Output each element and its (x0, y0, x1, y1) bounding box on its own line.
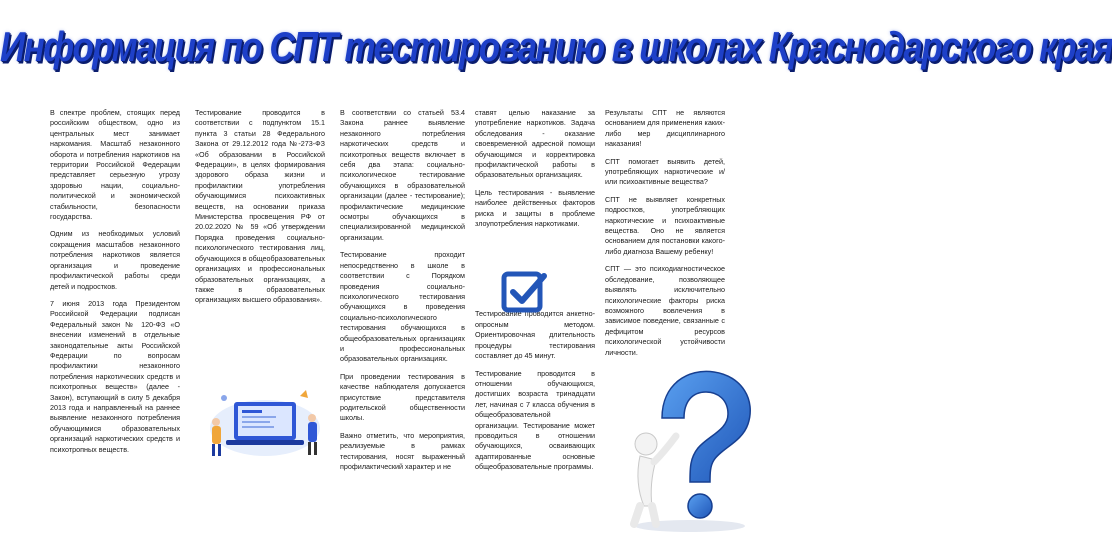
question-mark-figure (610, 356, 760, 534)
paragraph: Важно отметить, что мероприятия, реализуемые в рамках тестирования, носят выраженный профилактический характер и не (340, 430, 465, 471)
paragraph: Тестирование проводится анкетно-опросным методом. Ориентировочная длительность процедуры тестирования составляет до 45 минут. (475, 309, 595, 361)
paragraph: Тестирование проводится в соответствии с подпунктом 15.1 пункта 3 статьи 28 Федерального Закона от 29.12.2012 года №-273-ФЗ «Об образовании в Российской Федерации», в целях формирования здорового образа жизни и профилактики употребления обучающимися психоактивных веществ, на основании приказа Министерства просвещения РФ от 20.02.2020 № 59 «Об утверждении Порядка проведения социально-психологического тестирования лиц, обучающихся в общеобразовательных организациях и профессиональных образовательных организациях, а также в образовательных организациях высшего образования». (195, 108, 325, 305)
paragraph: ставят целью наказание за употребление наркотиков. Задача обследования - оказание своевременной адресной помощи обучающимся и корректировка профилактической работы в образовательных организациях. (475, 108, 595, 180)
paragraph: 7 июня 2013 года Президентом Российской Федерации подписан Федеральный закон № 120-ФЗ «О внесении изменений в отдельные законодательные акты Российской Федерации по вопросам профилактики незаконного потребления наркотических средств и психотропных веществ» (далее - Закон), вступающий в силу 5 декабря 2013 года и направленный на раннее выявление незаконного потребления обучающимися образовательных организаций наркотических средств и психотропных веществ. (50, 298, 180, 454)
paragraph: Результаты СПТ не являются основанием для применения каких-либо мер дисциплинарного наказания! (605, 108, 725, 149)
paragraph: Цель тестирования - выявление наиболее действенных факторов риска и защиты в проблеме злоупотребления наркотиками. (475, 187, 595, 229)
paragraph: В соответствии со статьей 53.4 Закона раннее выявление незаконного потребления наркотических средств и психотропных веществ включает в себя два этапа: социально-психологическое тестирование обучающихся в образовательной организации (далее - тестирование); профилактические медицинские осмотры обучающихся в специализированной медицинской организации. (340, 108, 465, 242)
column-3 (340, 108, 465, 479)
paragraph: При проведении тестирования в качестве наблюдателя допускается присутствие представителя родительской общественности школы. (340, 371, 465, 423)
paragraph: Одним из необходимых условий сокращения масштабов незаконного потребления наркотиков является организация и проведение профилактической работы среди детей и подростков. (50, 229, 180, 291)
paragraph: Тестирование проходит непосредственно в школе в соответствии с Порядком проведения социально-психологического тестирования обучающихся в проведения социально-психологического тестирования обучающихся в общеобразовательных организациях и профессиональных образовательных организациях. (340, 250, 465, 364)
paragraph: СПТ не выявляет конкретных подростков, употребляющих наркотические и психоактивные вещества. Оно не является основанием для постановки какого-либо диагноза Вашему ребенку! (605, 194, 725, 256)
paragraph: СПТ — это психодиагностическое обследование, позволяющее выявлять исключительно психологические факторы риска возможного вовлечения в зависимое поведение, связанные с дефицитом ресурсов психологической устойчивости личности. (605, 264, 725, 357)
paragraph: Тестирование проводится в отношении обучающихся, достигших возраста тринадцати лет, начиная с 7 класса обучения в общеобразовательной организации. Тестирование может проводиться в отношении обучающихся, осваивающих адаптированные основные общеобразовательные программы. (475, 368, 595, 472)
column-2 (195, 108, 325, 313)
page-title: Информация по СПТ тестированию в школах Краснодарского края (0, 24, 1112, 71)
checkbox-check-icon (500, 268, 548, 316)
paragraph: В спектре проблем, стоящих перед российским обществом, одно из центральных мест занимает наркомания. Масштаб незаконного оборота и потребления наркотиков на территории Российской Федерации представляет серьезную угрозу здоровью нации, социально-политической и экономической стабильности, безопасности государства. (50, 108, 180, 222)
column-5 (605, 108, 725, 365)
paragraph: СПТ помогает выявить детей, употребляющих наркотические и/или психоактивные вещества? (605, 156, 725, 187)
laptop-people-illustration (200, 388, 330, 463)
column-1 (50, 108, 180, 462)
